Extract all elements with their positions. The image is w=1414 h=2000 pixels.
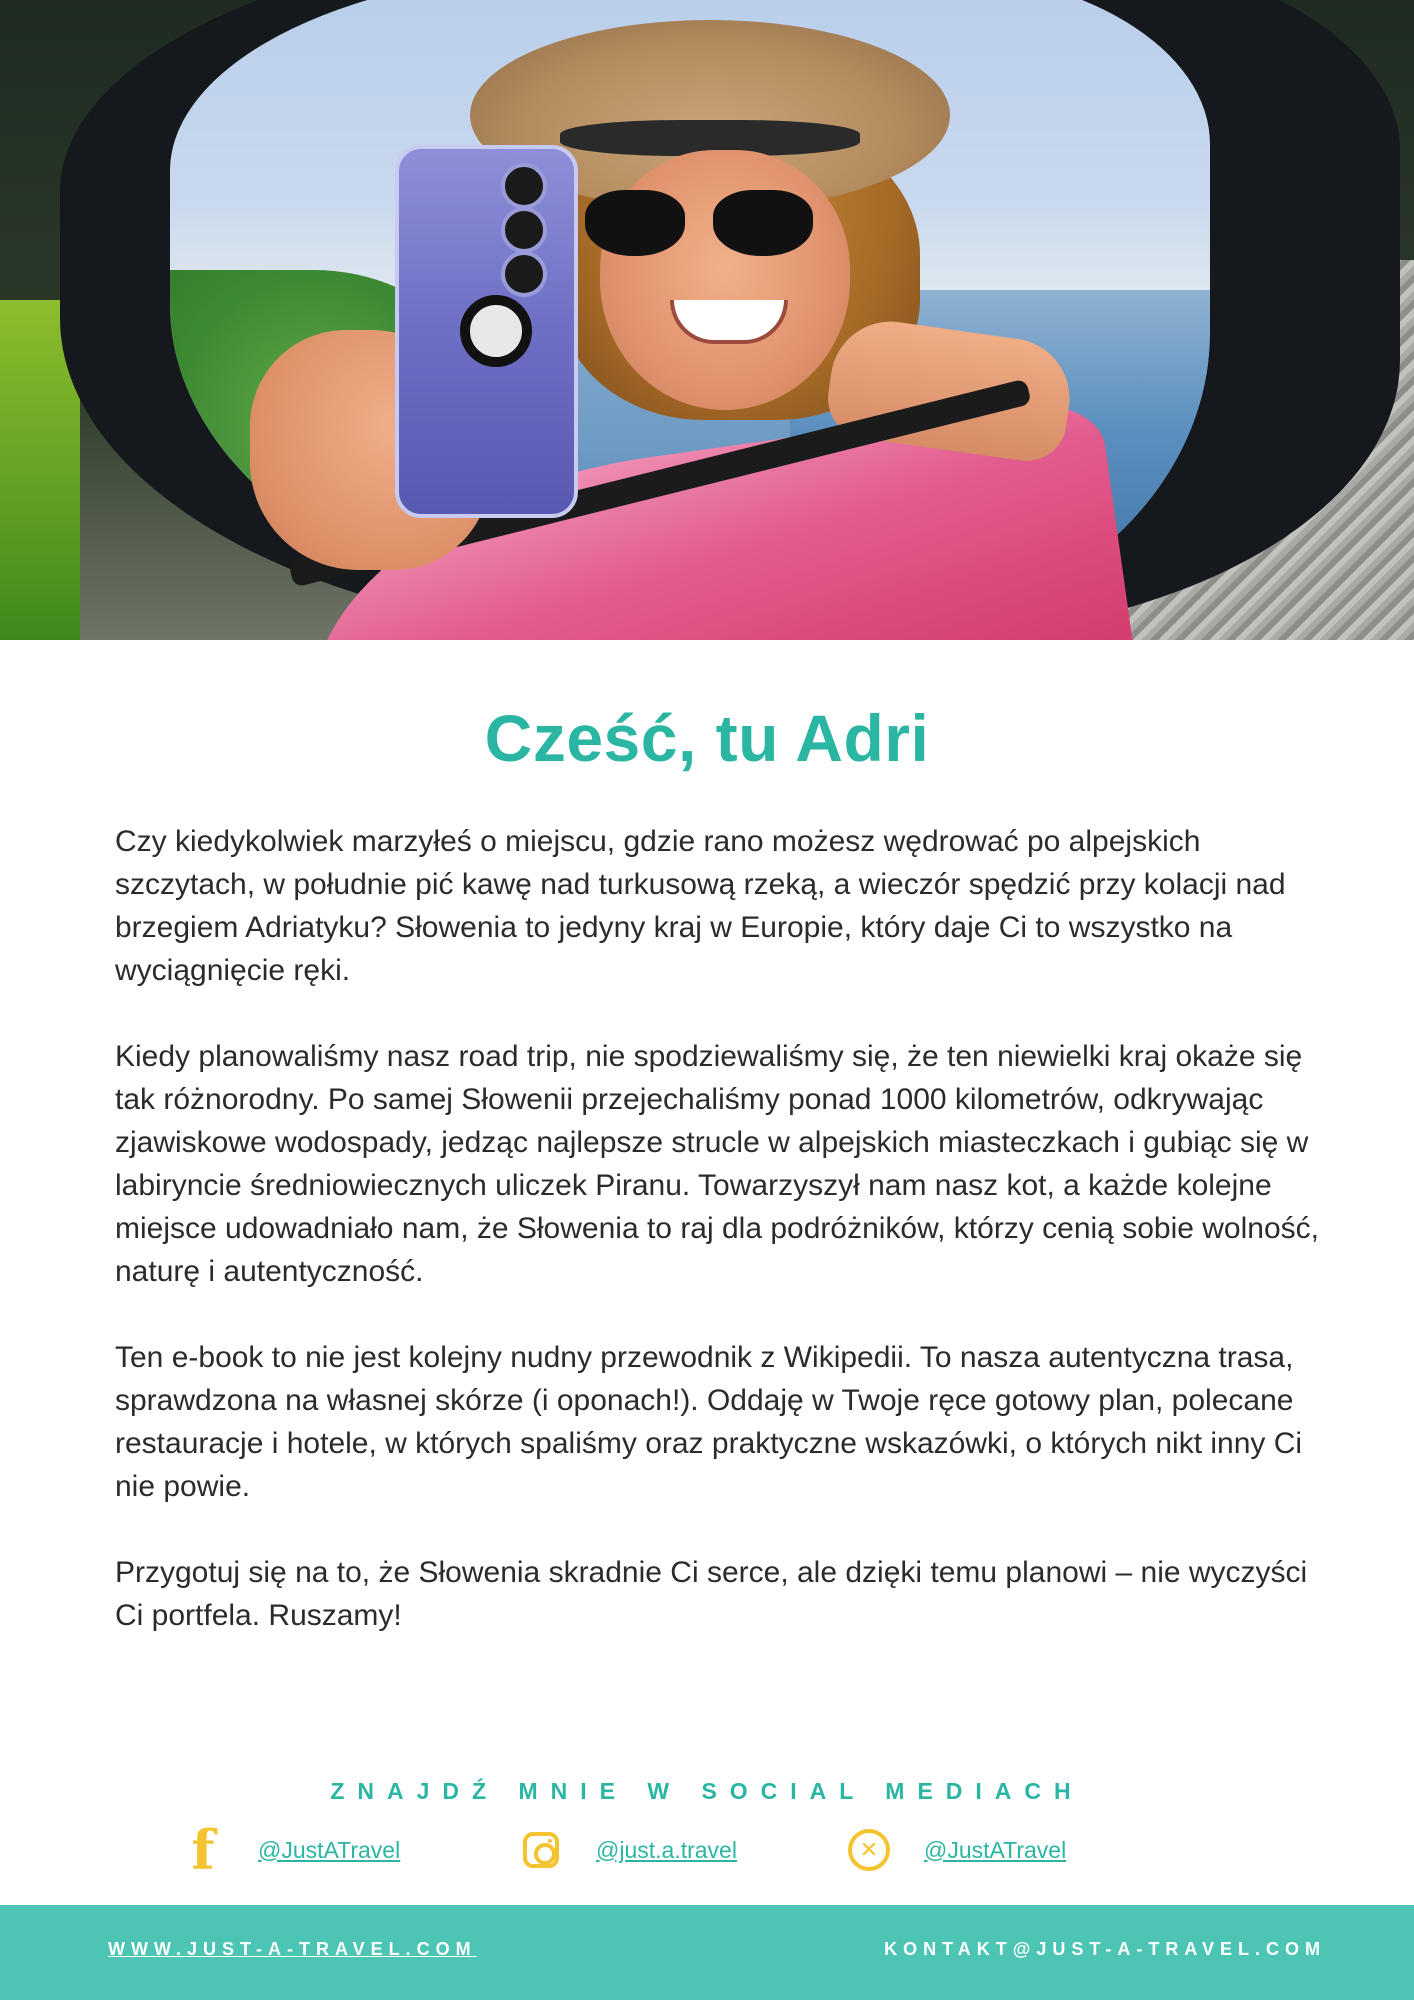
social-heading: ZNAJDŹ MNIE W SOCIAL MEDIACH <box>330 1778 1084 1804</box>
social-links <box>0 1820 1414 1880</box>
hero-sunglasses <box>585 190 815 260</box>
footer-bar <box>0 1905 1414 2000</box>
paragraph: Ten e-book to nie jest kolejny nudny przewodnik z Wikipedii. To nasza autentyczna trasa, sprawdzona na własnej skórze (i oponach!). Oddaję w Twoje ręce gotowy plan, polecane restauracje i hotele, w których spaliśmy oraz praktyczne wskazówki, o których nikt inny Ci nie powie. <box>115 1341 1303 1503</box>
x-link[interactable]: @JustATravel <box>924 1836 1067 1863</box>
hero-face <box>600 150 850 410</box>
paragraph: Kiedy planowaliśmy nasz road trip, nie spodziewaliśmy się, że ten niewielki kraj okaże się tak różnorodny. Po samej Słowenii przejechaliśmy ponad 1000 kilometrów, odkrywając zjawiskowe wodospady, jedząc najlepsze strucle w alpejskich miasteczkach i gubiąc się w labiryncie średniowiecznych uliczek Piranu. Towarzyszył nam nasz kot, a każde kolejne miejsce udowadniało nam, że Słowenia to raj dla podróżników, którzy cenią sobie wolność, naturę i autentyczność. <box>115 1040 1319 1288</box>
website-link[interactable]: WWW.JUST-A-TRAVEL.COM <box>108 1939 477 1959</box>
facebook-link[interactable]: @JustATravel <box>258 1836 401 1863</box>
instagram-icon[interactable] <box>516 1825 566 1875</box>
page-title: Cześć, tu Adri <box>484 701 930 775</box>
social-instagram <box>516 1820 737 1880</box>
contact-email[interactable]: KONTAKT@JUST-A-TRAVEL.COM <box>884 1939 1326 1959</box>
social-x <box>844 1820 1066 1880</box>
facebook-icon[interactable]: f <box>191 1818 215 1882</box>
paragraph: Czy kiedykolwiek marzyłeś o miejscu, gdzie rano możesz wędrować po alpejskich szczytach, w południe pić kawę nad turkusową rzeką, a wieczór spędzić przy kolacji nad brzegiem Adriatyku? Słowenia to jedyny kraj w Europie, który daje Ci to wszystko na wyciągnięcie ręki. <box>115 825 1286 987</box>
intro-text <box>115 820 1325 1680</box>
x-icon[interactable]: ✕ <box>844 1825 894 1875</box>
hero-phone-ring <box>460 295 532 367</box>
hero-photo <box>0 0 1414 640</box>
paragraph: Przygotuj się na to, że Słowenia skradnie Ci serce, ale dzięki temu planowi – nie wyczyści Ci portfela. Ruszamy! <box>115 1556 1308 1632</box>
social-facebook <box>178 1820 400 1880</box>
instagram-link[interactable]: @just.a.travel <box>596 1836 737 1863</box>
